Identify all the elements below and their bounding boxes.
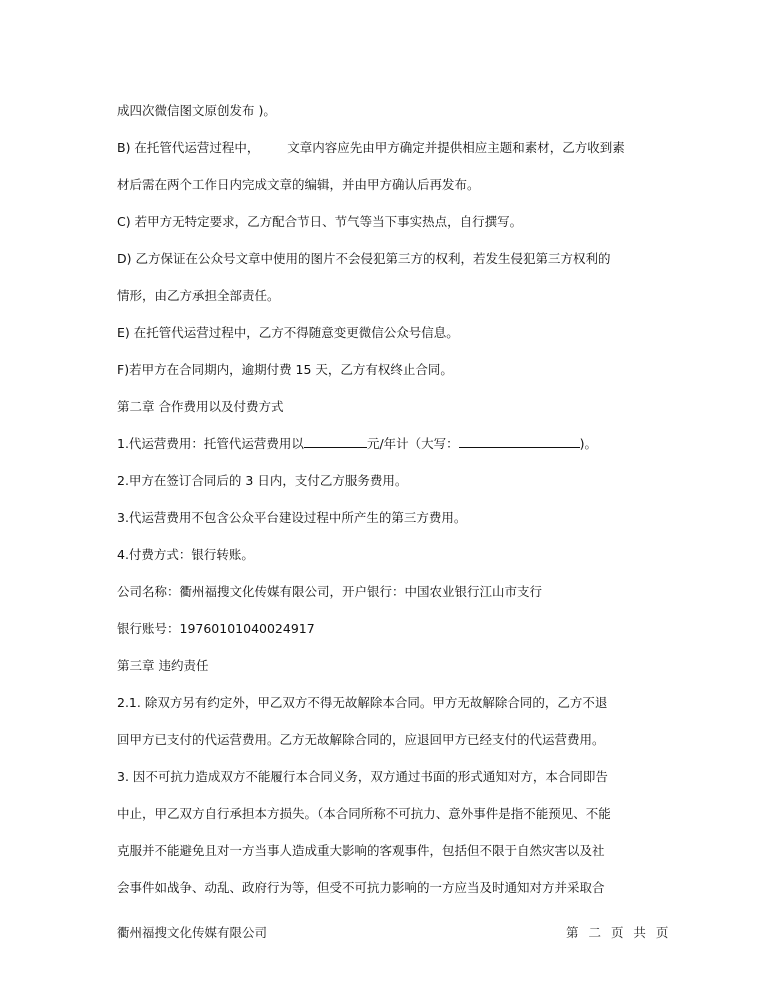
text-line: 2.1. 除双方另有约定外，甲乙双方不得无故解除本合同。甲方无故解除合同的，乙方不退 xyxy=(117,695,608,710)
text-line: D) 乙方保证在公众号文章中使用的图片不会侵犯第三方的权利，若发生侵犯第三方权利的 xyxy=(117,251,611,266)
text-line: B) 在托管代运营过程中， 文章内容应先由甲方确定并提供相应主题和素材，乙方收到素 xyxy=(117,140,625,155)
chapter-heading: 第三章 违约责任 xyxy=(117,658,209,673)
text-line: 克服并不能避免且对一方当事人造成重大影响的客观事件，包括但不限于自然灾害以及社 xyxy=(117,843,605,858)
text-line: E) 在托管代运营过程中，乙方不得随意变更微信公众号信息。 xyxy=(117,325,459,340)
text-line: 银行账号：19760101040024917 xyxy=(117,621,315,636)
text-line: 4.付费方式：银行转账。 xyxy=(117,547,254,562)
text-line: 3. 因不可抗力造成双方不能履行本合同义务，双方通过书面的形式通知对方，本合同即告 xyxy=(117,769,608,784)
text-line: 3.代运营费用不包含公众平台建设过程中所产生的第三方费用。 xyxy=(117,510,467,525)
chapter-heading: 第二章 合作费用以及付费方式 xyxy=(117,399,284,414)
text-line: 成四次微信图文原创发布 )。 xyxy=(117,103,276,118)
fee-amount-blank xyxy=(304,435,367,448)
text-line: 回甲方已支付的代运营费用。乙方无故解除合同的，应退回甲方已经支付的代运营费用。 xyxy=(117,732,605,747)
fee-uppercase-blank xyxy=(459,435,580,448)
text-line: 材后需在两个工作日内完成文章的编辑，并由甲方确认后再发布。 xyxy=(117,177,480,192)
text-line: 公司名称：衢州福搜文化传媒有限公司，开户银行：中国农业银行江山市支行 xyxy=(117,584,543,599)
text-line: C) 若甲方无特定要求，乙方配合节日、节气等当下事实热点，自行撰写。 xyxy=(117,214,523,229)
text-line: 会事件如战争、动乱、政府行为等，但受不可抗力影响的一方应当及时通知对方并采取合 xyxy=(117,880,605,895)
fee-text-middle: 元/年计（大写： xyxy=(366,436,459,451)
text-line: 中止，甲乙双方自行承担本方损失。（本合同所称不可抗力、意外事件是指不能预见、不能 xyxy=(117,806,611,821)
footer-page-number: 第 二 页 共 页 xyxy=(566,925,672,940)
text-line: F)若甲方在合同期内，逾期付费 15 天，乙方有权终止合同。 xyxy=(117,362,453,377)
fee-line xyxy=(117,425,657,462)
text-line: 情形，由乙方承担全部责任。 xyxy=(117,288,280,303)
fee-text-suffix: )。 xyxy=(579,436,598,451)
footer-company: 衢州福搜文化传媒有限公司 xyxy=(117,925,268,940)
fee-text-prefix: 1.代运营费用：托管代运营费用以 xyxy=(117,436,304,451)
text-line: 2.甲方在签订合同后的 3 日内，支付乙方服务费用。 xyxy=(117,473,408,488)
contract-body xyxy=(117,92,657,906)
